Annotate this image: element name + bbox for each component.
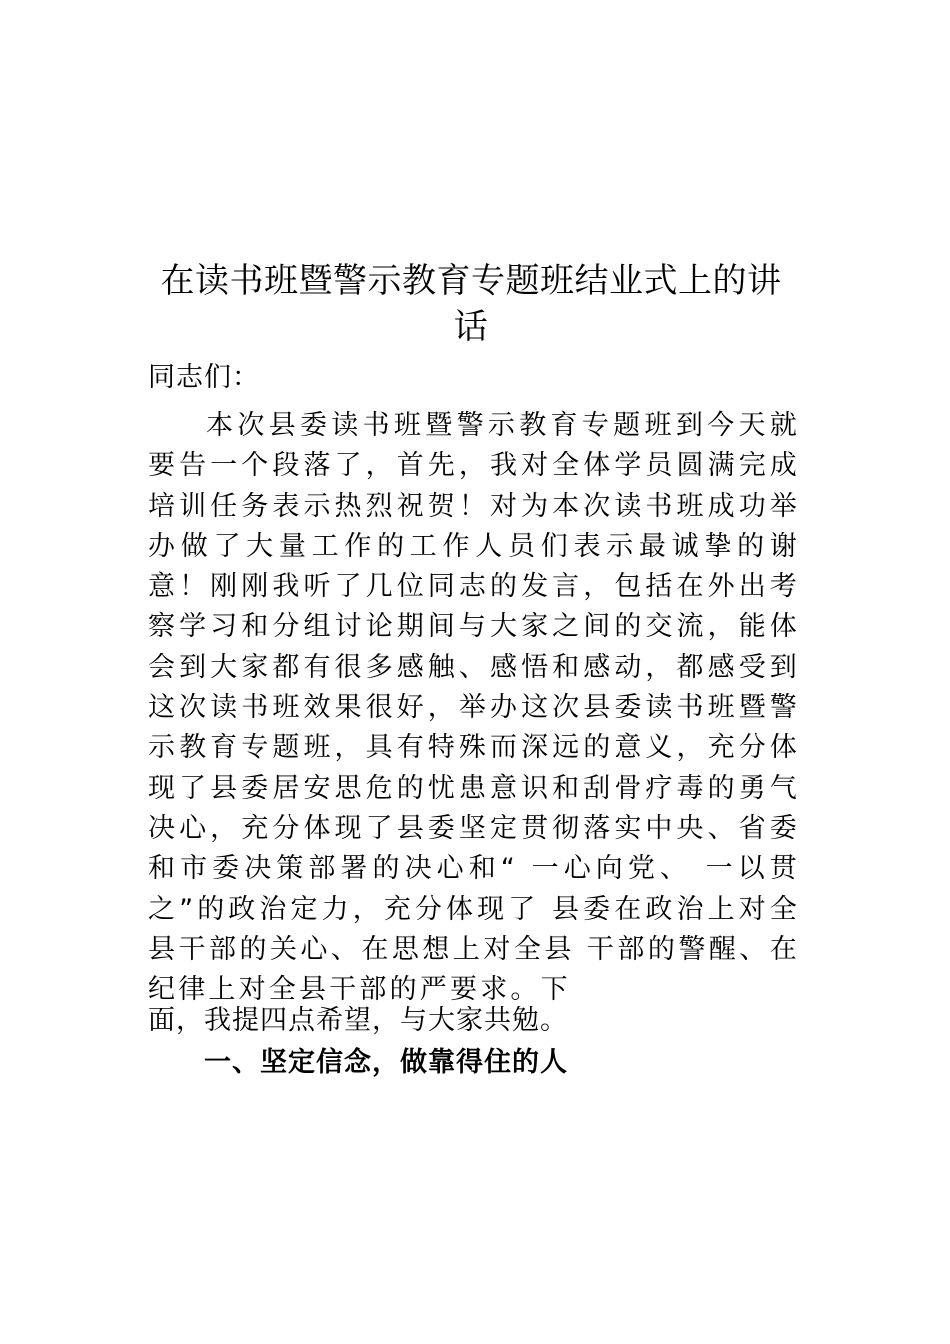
section-heading: 一、坚定信念，做靠得住的人 bbox=[204, 1047, 568, 1078]
body-paragraph: 本次县委读书班暨警示教育专题班到今天就要告一个段落了，首先，我对全体学员圆满完成培训任务表示热烈祝贺！对为本次读书班成功举办做了大量工作的工作人员们表示最诚挚的谢意！刚刚我听了几位同志的发言，包括在外出考察学习和分组讨论期间与大家之间的交流，能体会到大家都有很多感触、感悟和感动，都感受到这次读书班效果很好，举办这次县委读书班暨警示教育专题班，具有特殊而深远的意义，充分体现了县委居安思危的忧患意识和刮骨疗毒的勇气决心，充分体现了县委坚定贯彻落实中央、省委和市委决策部署的决心和“ 一心向党、 一以贯之”的政治定力，充分体现了 县委在政治上对全县干部的关心、在思想上对全县 干部的警醒、在纪律上对全县干部的严要求。下 bbox=[148, 410, 800, 1006]
document-title: 在读书班暨警示教育专题班结业式上的讲话 bbox=[160, 261, 782, 347]
body-paragraph-continuation: 面，我提四点希望，与大家共勉。 bbox=[148, 1005, 568, 1036]
salutation: 同志们： bbox=[148, 362, 260, 393]
